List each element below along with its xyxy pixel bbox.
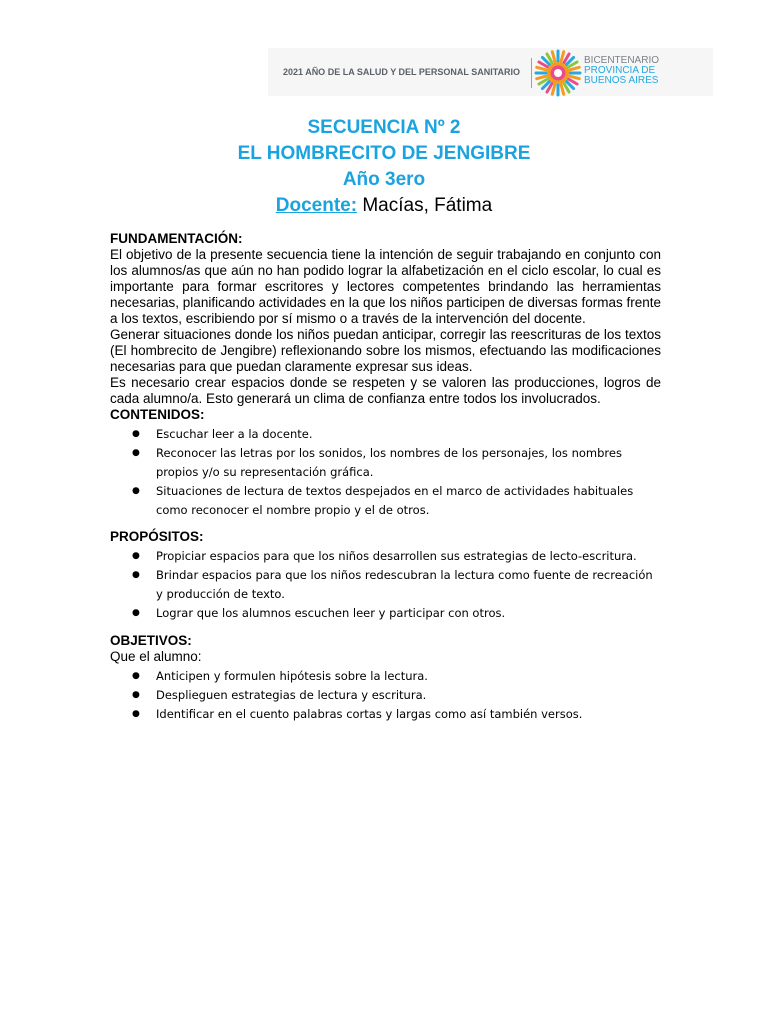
propositos-list <box>110 547 661 623</box>
bullet-icon: ● <box>132 570 140 580</box>
list-item <box>110 482 661 520</box>
fundamentacion-heading: FUNDAMENTACIÓN: <box>110 231 243 246</box>
sequence-name-title: EL HOMBRECITO DE JENGIBRE <box>237 143 531 164</box>
bullet-icon: ● <box>132 448 140 458</box>
sun-ray <box>552 85 555 95</box>
sun-ray <box>537 76 547 79</box>
propositos-heading: PROPÓSITOS: <box>110 529 204 544</box>
contenidos-heading: CONTENIDOS: <box>110 407 205 422</box>
list-item <box>110 667 661 686</box>
teacher-label: Docente: <box>275 195 358 216</box>
sun-ray <box>552 52 555 62</box>
sun-ray <box>570 76 580 79</box>
logo-line-bicentenario: BICENTENARIO <box>584 55 660 66</box>
provincia-sun-icon <box>534 49 582 97</box>
logo-text <box>584 56 659 86</box>
objetivos-intro: Que el alumno: <box>110 649 202 664</box>
list-item-text: Reconocer las letras por los sonidos, los nombres de los personajes, los nombres propios y/o su representación gráfica. <box>156 446 622 479</box>
sun-ray <box>561 85 564 95</box>
logo-line-provincia: PROVINCIA DE <box>584 65 656 76</box>
list-item <box>110 686 661 705</box>
list-item-text: Escuchar leer a la docente. <box>156 427 313 441</box>
list-item <box>110 705 661 724</box>
fundamentacion-paragraph: El objetivo de la presente secuencia tiene la intención de seguir trabajando en conjunto con los alumnos/as que aún no han podido lograr la alfabetización en el ciclo escolar, lo cual es importante para formar escritores y lectores competentes brindando las herramientas necesarias, planificando actividades en la que los niños participen de diversas formas frente a los textos, escribiendo por sí mismo o a través de la intervención del docente. <box>110 247 661 326</box>
bullet-icon: ● <box>132 690 140 700</box>
objetivos-heading: OBJETIVOS: <box>110 633 192 648</box>
bullet-icon: ● <box>132 671 140 681</box>
bullet-icon: ● <box>132 429 140 439</box>
sun-ray <box>561 52 564 62</box>
document-title-block <box>0 115 768 219</box>
objetivos-list <box>110 667 661 724</box>
list-item-text: Propiciar espacios para que los niños desarrollen sus estrategias de lecto-escritura. <box>156 549 637 563</box>
list-item-text: Identificar en el cuento palabras cortas y largas como así también versos. <box>156 707 583 721</box>
sequence-number-title: SECUENCIA Nº 2 <box>307 117 461 138</box>
sun-ray <box>537 67 547 70</box>
list-item-text: Desplieguen estrategias de lectura y escritura. <box>156 688 427 702</box>
list-item-text: Lograr que los alumnos escuchen leer y participar con otros. <box>156 606 506 620</box>
header-divider <box>531 58 532 88</box>
list-item <box>110 604 661 623</box>
list-item-text: Situaciones de lectura de textos despejados en el marco de actividades habituales como reconocer el nombre propio y el de otros. <box>156 484 634 517</box>
header-banner-text: 2021 AÑO DE LA SALUD Y DEL PERSONAL SANITARIO <box>283 67 521 77</box>
grade-title: Año 3ero <box>342 169 426 190</box>
list-item-text: Brindar espacios para que los niños redescubran la lectura como fuente de recreación y producción de texto. <box>156 568 653 601</box>
teacher-line <box>0 193 768 219</box>
logo-line-buenos-aires: BUENOS AIRES <box>584 75 659 86</box>
bullet-icon: ● <box>132 608 140 618</box>
bullet-icon: ● <box>132 486 140 496</box>
contenidos-list <box>110 425 661 520</box>
list-item-text: Anticipen y formulen hipótesis sobre la lectura. <box>156 669 428 683</box>
bullet-icon: ● <box>132 709 140 719</box>
teacher-name: Macías, Fátima <box>357 195 493 216</box>
list-item <box>110 566 661 604</box>
list-item <box>110 425 661 444</box>
bullet-icon: ● <box>132 551 140 561</box>
sun-ray <box>570 67 580 70</box>
list-item <box>110 547 661 566</box>
fundamentacion-paragraph: Generar situaciones donde los niños puedan anticipar, corregir las reescrituras de los textos (El hombrecito de Jengibre) reflexionando sobre los mismos, efectuando las modificaciones necesarias para que puedan claramente expresar sus ideas. <box>110 327 661 374</box>
fundamentacion-paragraph: Es necesario crear espacios donde se respeten y se valoren las producciones, logros de cada alumno/a. Esto generará un clima de confianza entre todos los involucrados. <box>110 375 661 406</box>
document-body <box>110 231 661 724</box>
list-item <box>110 444 661 482</box>
